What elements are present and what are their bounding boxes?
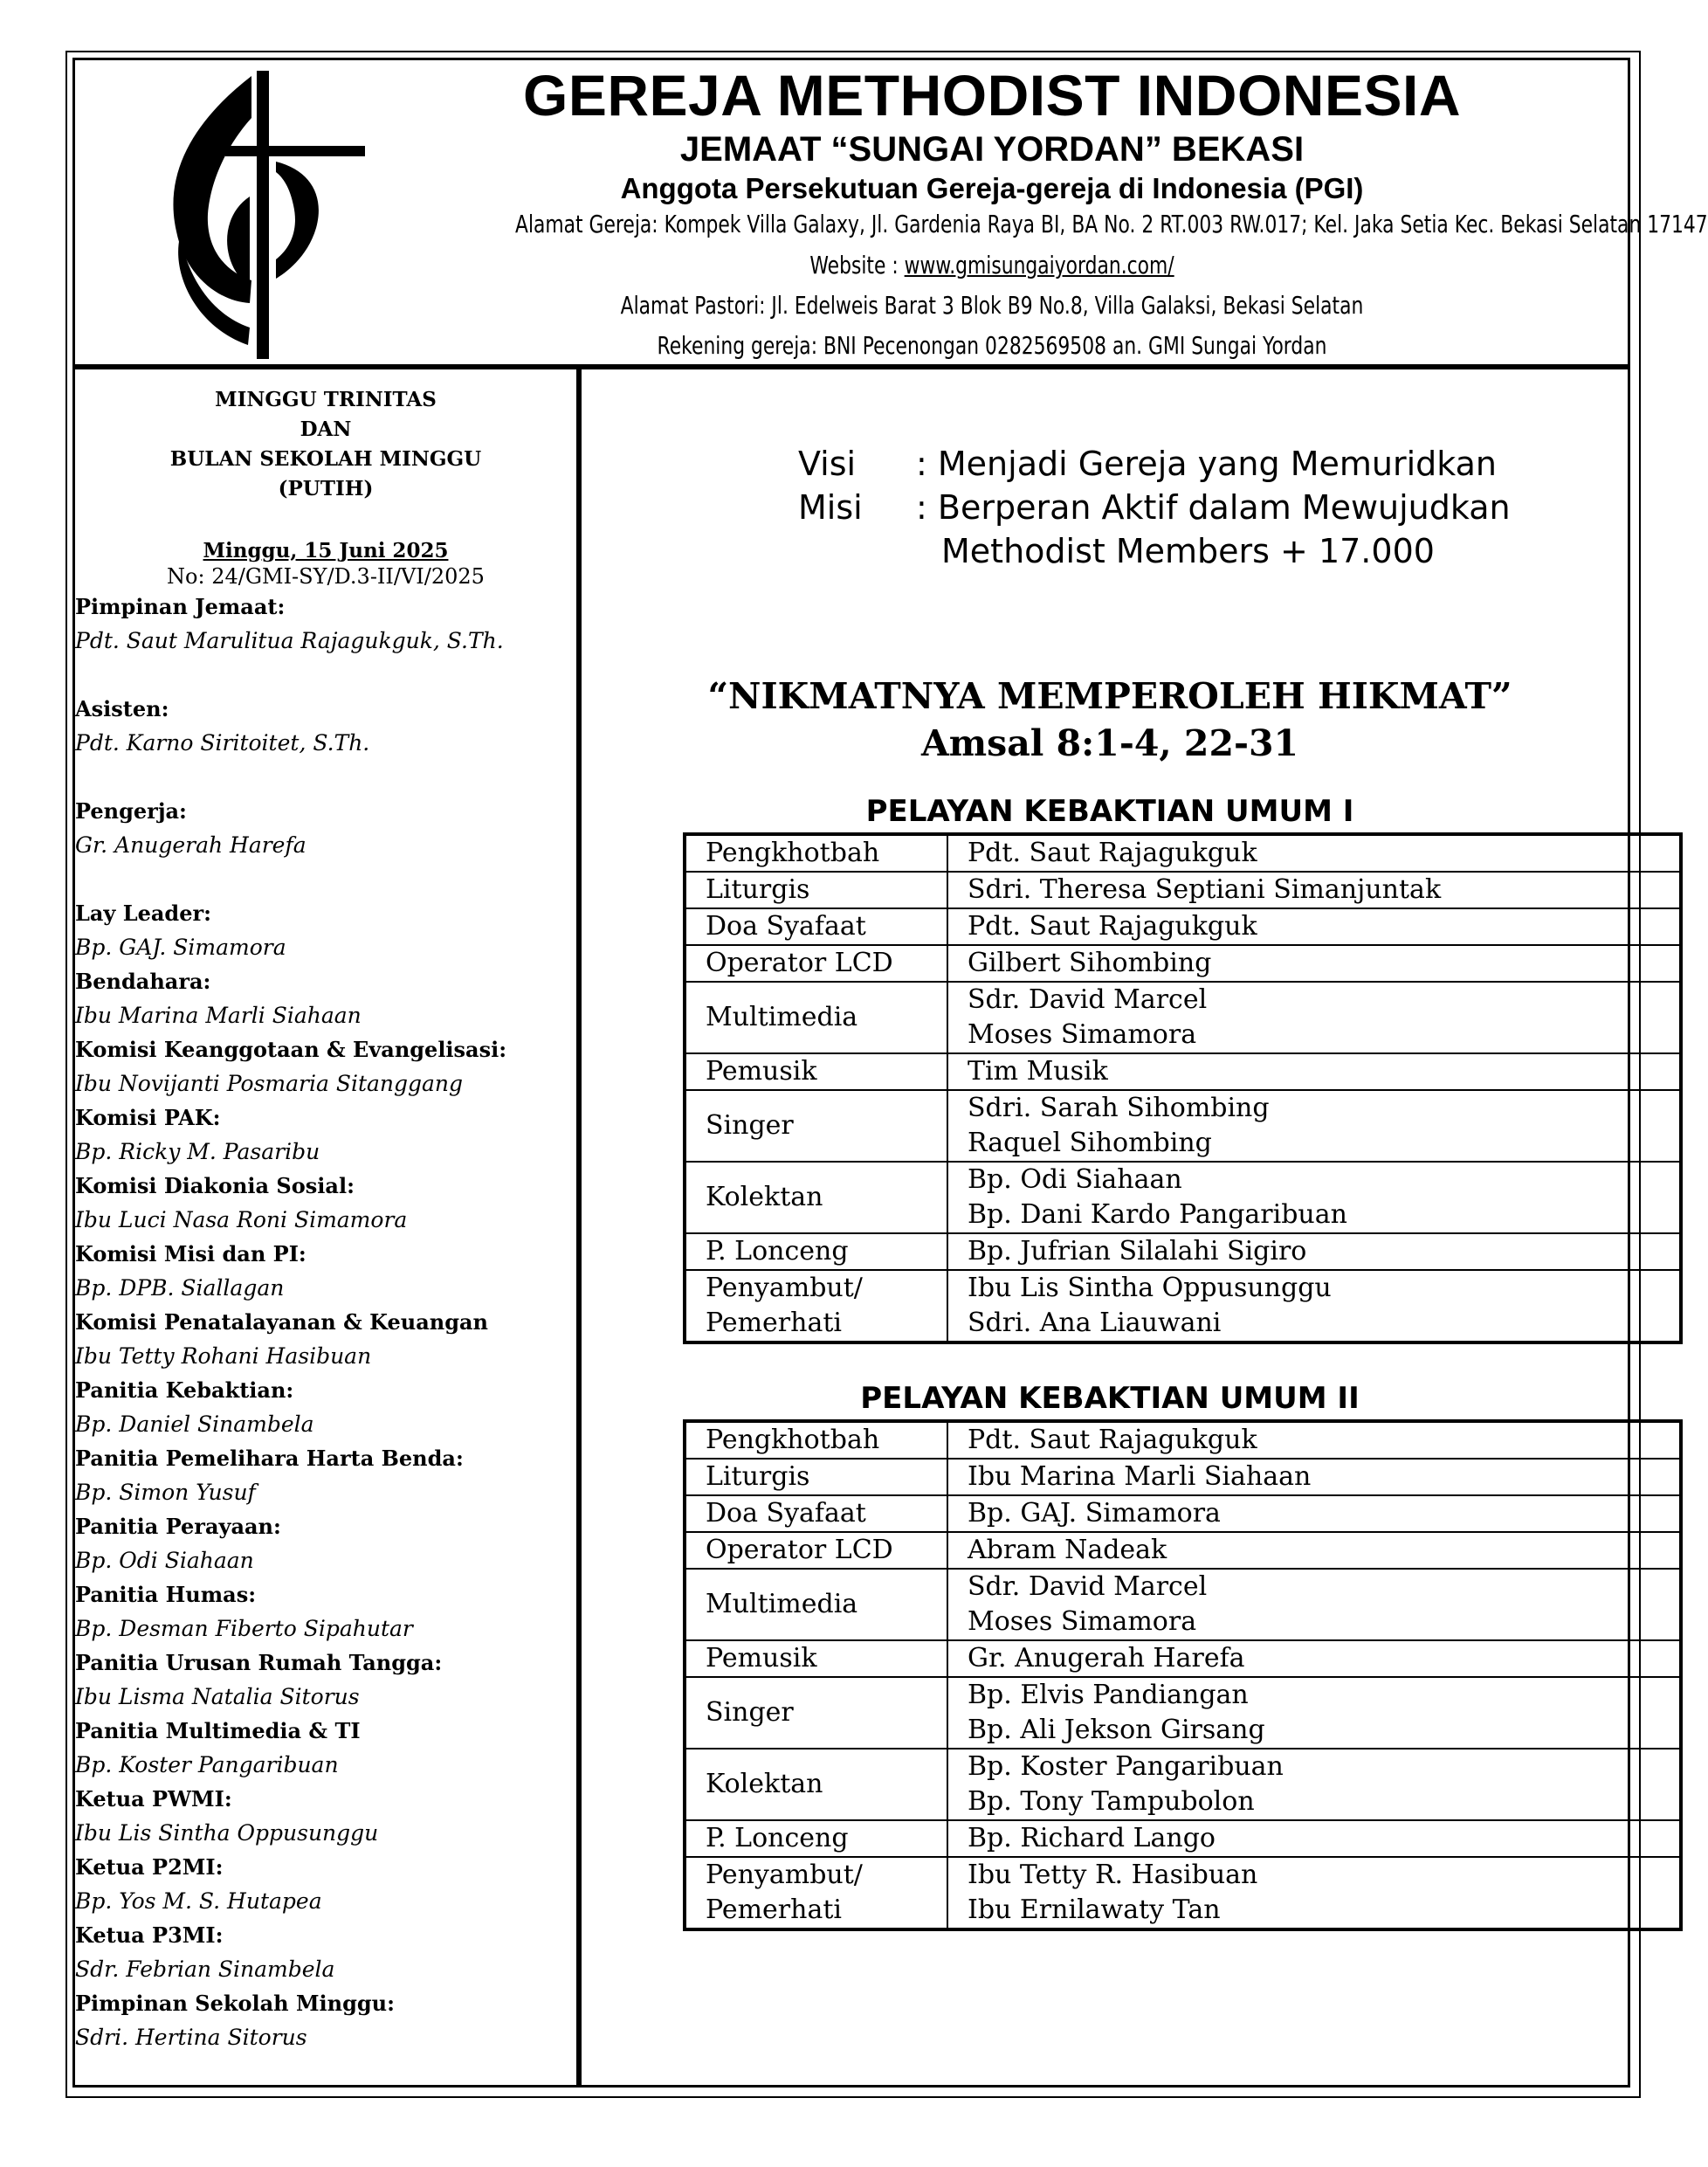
officer-role: Panitia Pemelihara Harta Benda:: [75, 1446, 464, 1471]
service-role: Pengkhotbah: [685, 834, 947, 872]
service-person: Sdr. David Marcel: [968, 1571, 1208, 1602]
officer-role: Pengerja:: [75, 798, 187, 824]
service-names: [947, 1532, 1681, 1569]
officer-role: Bendahara:: [75, 969, 211, 994]
service-2-table: [683, 1419, 1683, 1931]
service-person: Moses Simamora: [968, 1606, 1197, 1637]
misi-text-continued: Methodist Members + 17.000: [941, 532, 1435, 570]
bulletin-frame: [72, 58, 1708, 2088]
service-row: [685, 982, 1681, 1053]
service-1-title: PELAYAN KEBAKTIAN UMUM I: [865, 794, 1354, 829]
officer-role: Panitia Multimedia & TI: [75, 1718, 361, 1743]
officer-role: Komisi PAK:: [75, 1105, 221, 1130]
service-names: [947, 1233, 1681, 1270]
service-2-title: PELAYAN KEBAKTIAN UMUM II: [860, 1381, 1360, 1416]
service-person: Sdri. Sarah Sihombing: [968, 1093, 1270, 1123]
officer-name: Bp. Koster Pangaribuan: [75, 1752, 339, 1777]
service-person: Tim Musik: [968, 1056, 1108, 1087]
service-names: [947, 1749, 1681, 1820]
service-row: [685, 1677, 1681, 1749]
service-person: Sdri. Ana Liauwani: [968, 1308, 1222, 1338]
officer-name: Bp. Desman Fiberto Sipahutar: [75, 1616, 413, 1641]
service-person: Sdri. Theresa Septiani Simanjuntak: [968, 874, 1442, 905]
visi-label: Visi: [798, 445, 857, 483]
officer-name: Sdr. Febrian Sinambela: [75, 1957, 335, 1982]
officer-role: Ketua P3MI:: [75, 1922, 224, 1948]
service-person: Bp. Odi Siahaan: [968, 1164, 1182, 1195]
service-names: [947, 1459, 1681, 1495]
service-row: [685, 1270, 1681, 1342]
service-role: Doa Syafaat: [685, 908, 947, 945]
service-names: [947, 1820, 1681, 1857]
officer-role: Panitia Urusan Rumah Tangga:: [75, 1650, 443, 1675]
service-person: Pdt. Saut Rajagukguk: [968, 911, 1257, 942]
officer-name: Sdri. Hertina Sitorus: [75, 2025, 307, 2050]
officer-role: Ketua PWMI:: [75, 1786, 232, 1812]
service-person: Bp. Richard Lango: [968, 1823, 1216, 1853]
service-person: Bp. Koster Pangaribuan: [968, 1751, 1284, 1782]
officer-name: Bp. Daniel Sinambela: [75, 1411, 314, 1437]
officers-sidebar: [75, 385, 576, 2054]
service-role: [685, 1270, 947, 1342]
service-names: [947, 834, 1681, 872]
misi-label: Misi: [798, 488, 863, 527]
service-role: Pemusik: [685, 1053, 947, 1090]
membership-line: Anggota Persekutuan Gereja-gereja di Indonesia (PGI): [620, 172, 1364, 204]
bulletin-number: No: 24/GMI-SY/D.3-II/VI/2025: [167, 564, 485, 589]
service-role: P. Lonceng: [685, 1820, 947, 1857]
service-row: [685, 1421, 1681, 1459]
officer-role: Komisi Diakonia Sosial:: [75, 1173, 355, 1198]
service-row: [685, 1749, 1681, 1820]
congregation-name: JEMAAT “SUNGAI YORDAN” BEKASI: [679, 130, 1305, 169]
service-row: [685, 1053, 1681, 1090]
officer-name: Ibu Tetty Rohani Hasibuan: [75, 1343, 372, 1369]
service-1-table: [683, 832, 1683, 1344]
service-person: Bp. Jufrian Silalahi Sigiro: [968, 1236, 1307, 1266]
service-person: Ibu Ernilawaty Tan: [968, 1894, 1221, 1925]
officer-name: Bp. Odi Siahaan: [75, 1548, 254, 1573]
service-names: [947, 908, 1681, 945]
officer-name: Ibu Marina Marli Siahaan: [75, 1003, 362, 1028]
service-person: Bp. Tony Tampubolon: [968, 1786, 1255, 1817]
service-role: Multimedia: [685, 1569, 947, 1640]
service-role-line: Penyambut/: [706, 1860, 863, 1890]
service-row: [685, 1233, 1681, 1270]
officers-list: [75, 590, 576, 2054]
service-names: [947, 1677, 1681, 1749]
methodist-cross-flame-icon: [145, 66, 389, 362]
service-role: Multimedia: [685, 982, 947, 1053]
officer-role: Komisi Penatalayanan & Keuangan: [75, 1309, 488, 1335]
service-row: [685, 834, 1681, 872]
officer-name: Ibu Novijanti Posmaria Sitanggang: [75, 1071, 464, 1096]
service-role-line: Pemerhati: [706, 1308, 842, 1338]
officer-name: Pdt. Saut Marulitua Rajagukguk, S.Th.: [75, 628, 504, 653]
service-person: Bp. Dani Kardo Pangaribuan: [968, 1199, 1347, 1230]
column-divider: [576, 369, 582, 2085]
service-row: [685, 1640, 1681, 1677]
service-names: [947, 1640, 1681, 1677]
service-person: Ibu Marina Marli Siahaan: [968, 1461, 1312, 1492]
church-address: Alamat Gereja: Kompek Villa Galaxy, Jl. Gardenia Raya BI, BA No. 2 RT.003 RW.017; Kel. Jaka Setia Kec. Bekasi Selatan 17147: [515, 210, 1708, 238]
service-person: Gr. Anugerah Harefa: [968, 1643, 1245, 1674]
service-names: [947, 1053, 1681, 1090]
officer-name: Ibu Luci Nasa Roni Simamora: [75, 1207, 408, 1232]
service-person: Abram Nadeak: [968, 1535, 1167, 1565]
service-person: Raquel Sihombing: [968, 1128, 1212, 1158]
service-role: Operator LCD: [685, 1532, 947, 1569]
service-names: [947, 1090, 1681, 1162]
service-names: [947, 1569, 1681, 1640]
service-names: [947, 945, 1681, 982]
service-role-line: Pemerhati: [706, 1894, 842, 1925]
occasion-line: MINGGU TRINITAS: [215, 388, 437, 411]
service-role: Doa Syafaat: [685, 1495, 947, 1532]
officer-name: Gr. Anugerah Harefa: [75, 832, 306, 858]
officer-role: Lay Leader:: [75, 901, 211, 926]
service-person: Bp. Elvis Pandiangan: [968, 1680, 1249, 1710]
officer-name: Bp. GAJ. Simamora: [75, 935, 286, 960]
service-role-line: Penyambut/: [706, 1273, 863, 1303]
service-names: [947, 872, 1681, 908]
bank-account: Rekening gereja: BNI Pecenongan 0282569508 an. GMI Sungai Yordan: [657, 331, 1327, 360]
service-row: [685, 1162, 1681, 1233]
officer-role: Pimpinan Sekolah Minggu:: [75, 1991, 395, 2016]
occasion-line: DAN: [300, 418, 352, 441]
service-row: [685, 1090, 1681, 1162]
service-names: [947, 982, 1681, 1053]
officer-role: Komisi Keanggotaan & Evangelisasi:: [75, 1037, 507, 1062]
officer-name: Bp. DPB. Siallagan: [75, 1275, 285, 1301]
occasion-line: BULAN SEKOLAH MINGGU: [169, 447, 482, 471]
officer-role: Panitia Humas:: [75, 1582, 257, 1607]
visi-text: : Menjadi Gereja yang Memuridkan: [916, 445, 1497, 483]
service-row: [685, 1495, 1681, 1532]
service-person: Pdt. Saut Rajagukguk: [968, 838, 1257, 868]
service-row: [685, 1459, 1681, 1495]
service-person: Ibu Lis Sintha Oppusunggu: [968, 1273, 1332, 1303]
service-names: [947, 1162, 1681, 1233]
officer-role: Komisi Misi dan PI:: [75, 1241, 306, 1266]
service-row: [685, 1820, 1681, 1857]
service-person: Gilbert Sihombing: [968, 948, 1212, 978]
sermon-title: “NIKMATNYA MEMPEROLEH HIKMAT”: [707, 675, 1512, 717]
service-role: Liturgis: [685, 872, 947, 908]
officer-name: Bp. Simon Yusuf: [75, 1480, 256, 1505]
officer-name: Bp. Ricky M. Pasaribu: [75, 1139, 320, 1164]
service-date: Minggu, 15 Juni 2025: [203, 539, 449, 562]
service-role: Singer: [685, 1677, 947, 1749]
service-person: Bp. GAJ. Simamora: [968, 1498, 1221, 1529]
occasion-line: (PUTIH): [278, 477, 374, 500]
service-person: Sdr. David Marcel: [968, 984, 1208, 1015]
service-person: Bp. Ali Jekson Girsang: [968, 1715, 1265, 1745]
pastori-address: Alamat Pastori: Jl. Edelweis Barat 3 Blok B9 No.8, Villa Galaksi, Bekasi Selatan: [620, 291, 1364, 320]
officer-role: Panitia Perayaan:: [75, 1514, 281, 1539]
service-role: Liturgis: [685, 1459, 947, 1495]
service-row: [685, 1569, 1681, 1640]
officer-role: Ketua P2MI:: [75, 1854, 224, 1880]
website-line: [515, 251, 1469, 280]
service-role: P. Lonceng: [685, 1233, 947, 1270]
service-role: Singer: [685, 1090, 947, 1162]
sermon-scripture: Amsal 8:1-4, 22-31: [920, 722, 1299, 764]
officer-role: Pimpinan Jemaat:: [75, 594, 286, 619]
website-link[interactable]: www.gmisungaiyordan.com/: [904, 251, 1174, 280]
service-person: Ibu Tetty R. Hasibuan: [968, 1860, 1258, 1890]
church-header: [75, 60, 1708, 369]
church-name: GEREJA METHODIST INDONESIA: [523, 63, 1461, 128]
service-names: [947, 1421, 1681, 1459]
officer-name: Ibu Lisma Natalia Sitorus: [75, 1684, 360, 1709]
service-names: [947, 1270, 1681, 1342]
service-role: Pemusik: [685, 1640, 947, 1677]
officer-name: Pdt. Karno Siritoitet, S.Th.: [75, 730, 370, 756]
website-label: Website :: [809, 251, 905, 280]
service-row: [685, 945, 1681, 982]
service-row: [685, 872, 1681, 908]
officer-name: Bp. Yos M. S. Hutapea: [75, 1888, 322, 1914]
service-role: Kolektan: [685, 1162, 947, 1233]
service-person: Moses Simamora: [968, 1019, 1197, 1050]
service-row: [685, 1857, 1681, 1929]
service-row: [685, 1532, 1681, 1569]
officer-role: Panitia Kebaktian:: [75, 1377, 294, 1403]
misi-text: : Berperan Aktif dalam Mewujudkan: [916, 488, 1511, 527]
service-person: Pdt. Saut Rajagukguk: [968, 1425, 1257, 1455]
officer-name: Ibu Lis Sintha Oppusunggu: [75, 1820, 379, 1846]
officer-role: Asisten:: [75, 696, 169, 721]
service-role: Pengkhotbah: [685, 1421, 947, 1459]
service-role: Kolektan: [685, 1749, 947, 1820]
service-names: [947, 1857, 1681, 1929]
service-row: [685, 908, 1681, 945]
occasion-block: [75, 385, 576, 504]
service-names: [947, 1495, 1681, 1532]
service-role: [685, 1857, 947, 1929]
service-role: Operator LCD: [685, 945, 947, 982]
